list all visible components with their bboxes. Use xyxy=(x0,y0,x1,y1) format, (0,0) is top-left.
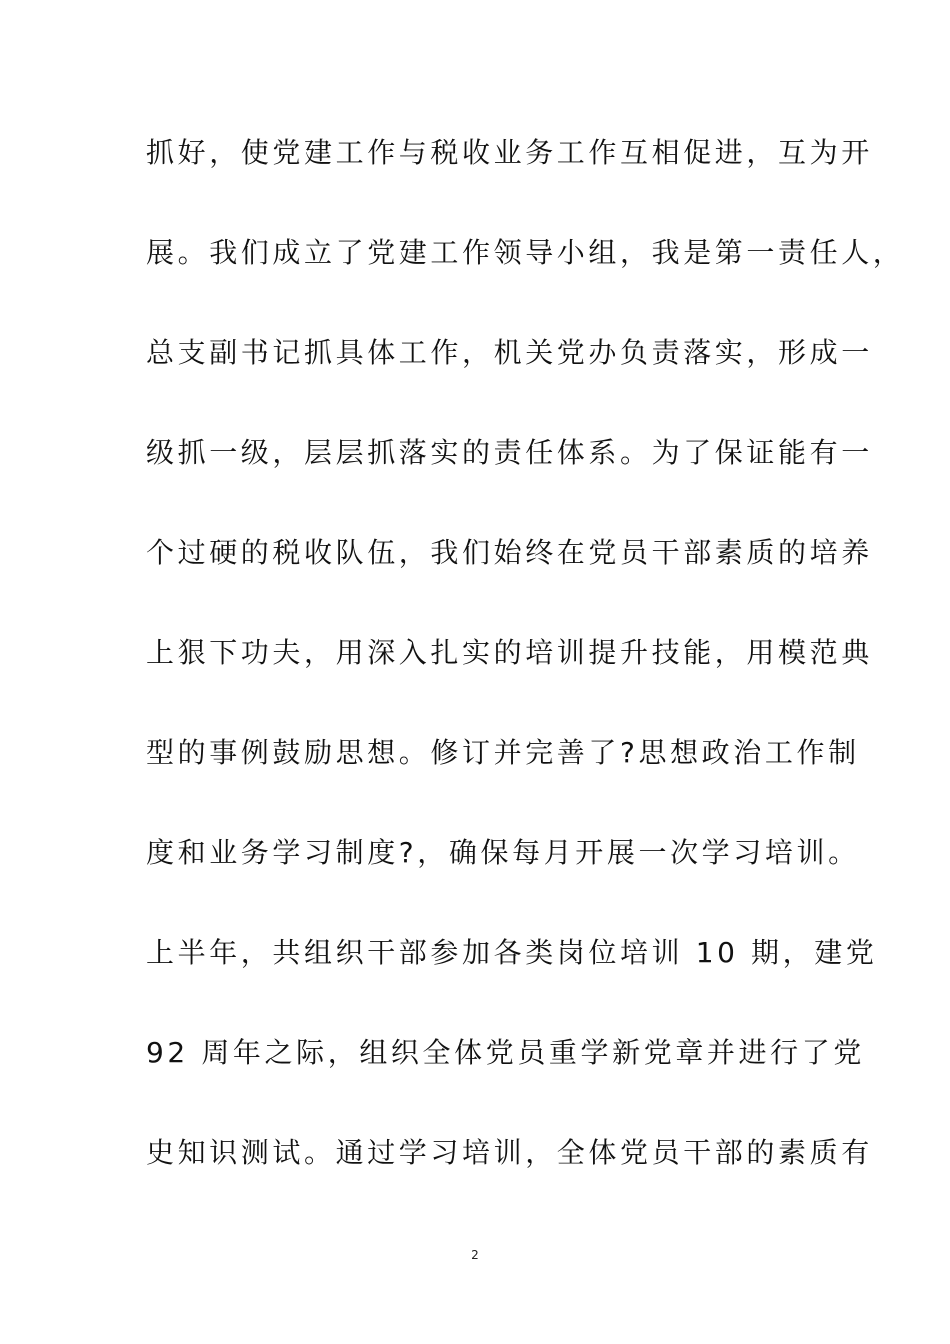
text-line: 展。我们成立了党建工作领导小组，我是第一责任人， xyxy=(146,236,905,269)
text-line: 型的事例鼓励思想。修订并完善了?思想政治工作制 xyxy=(146,736,860,769)
text-line: 级抓一级，层层抓落实的责任体系。为了保证能有一 xyxy=(146,436,873,469)
page-number: 2 xyxy=(471,1248,479,1262)
text-line: 度和业务学习制度?，确保每月开展一次学习培训。 xyxy=(146,836,860,869)
text-line: 个过硬的税收队伍，我们始终在党员干部素质的培养 xyxy=(146,536,873,569)
text-line: 上半年，共组织干部参加各类岗位培训 10 期，建党 xyxy=(146,936,878,969)
text-line: 总支副书记抓具体工作，机关党办负责落实，形成一 xyxy=(146,336,873,369)
text-line: 92 周年之际，组织全体党员重学新党章并进行了党 xyxy=(146,1036,865,1069)
text-line: 史知识测试。通过学习培训，全体党员干部的素质有 xyxy=(146,1136,873,1169)
text-line: 上狠下功夫，用深入扎实的培训提升技能，用模范典 xyxy=(146,636,873,669)
body-text xyxy=(146,123,905,1223)
text-line: 抓好，使党建工作与税收业务工作互相促进，互为开 xyxy=(146,136,873,169)
